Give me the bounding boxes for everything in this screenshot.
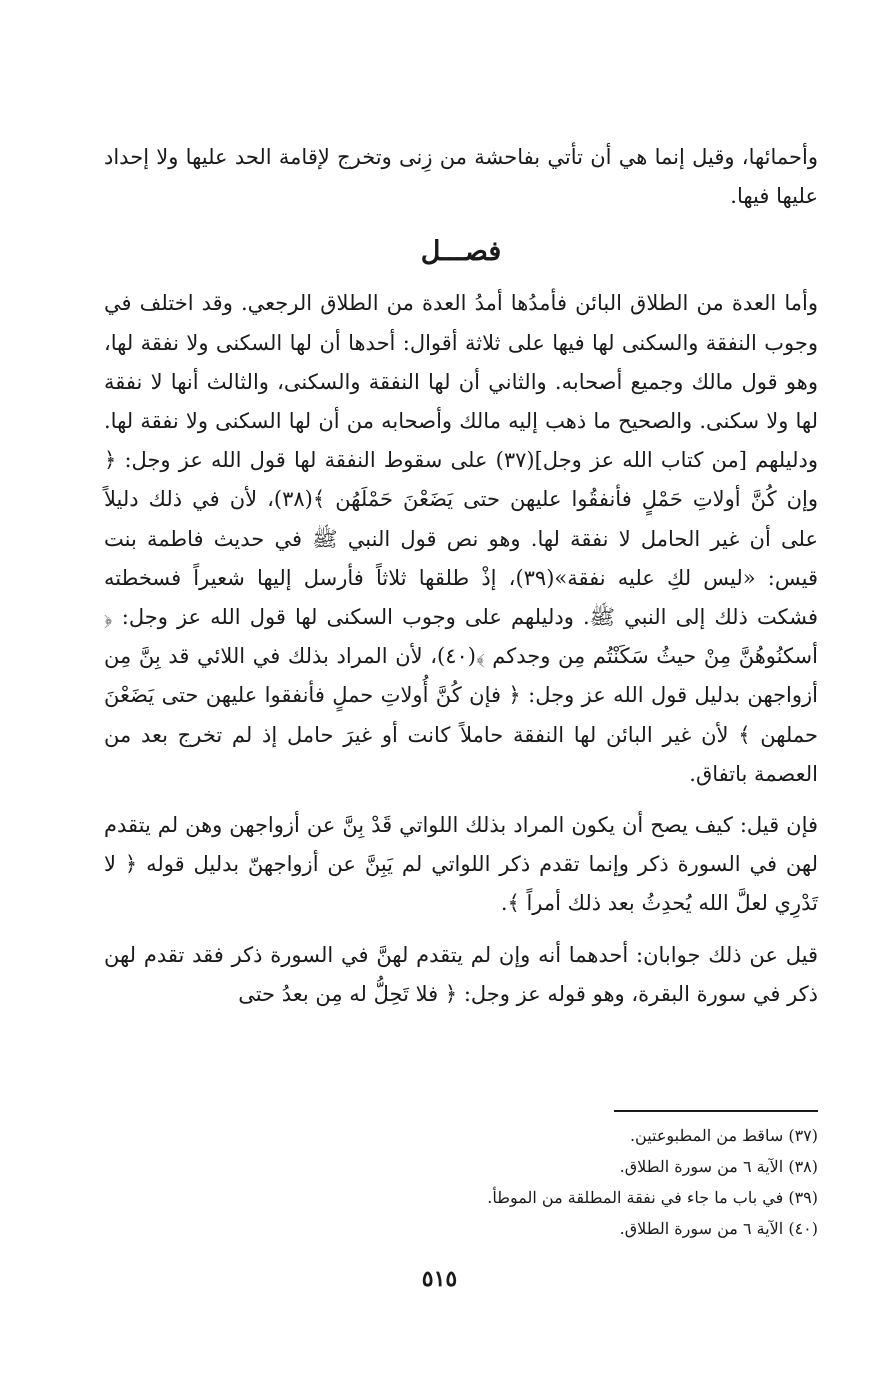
footnote-40: (٤٠) الآية ٦ من سورة الطلاق. — [619, 1219, 818, 1238]
paragraph-reply: قيل عن ذلك جوابان: أحدهما أنه وإن لم يتقدم لهنَّ في السورة ذكر فقد تقدم لهن ذكر في سورة البقرة، وهو قوله عز وجل: ﴿ فلا تَحِلُّ له مِن بعدُ حتى — [104, 942, 818, 1006]
paragraph-objection: فإن قيل: كيف يصح أن يكون المراد بذلك اللواتي قَدْ بِنَّ عن أزواجهن وهن لم يتقدم لهن في السورة ذكر وإنما تقدم ذكر اللواتي لم يَبِنَّ عن أزواجهنّ بدليل قوله ﴿ لا تَدْرِي لعلَّ الله يُحدِثُ بعد ذلك أمراً ﴾. — [104, 813, 818, 916]
paragraph-intro: وأحمائها، وقيل إنما هي أن تأتي بفاحشة من زِنى وتخرج لإقامة الحد عليها ولا إحداد عليها فيها. — [104, 145, 818, 209]
paragraph-main: وأما العدة من الطلاق البائن فأمدُها أمدُ العدة من الطلاق الرجعي. وقد اختلف في وجوب النفقة والسكنى لها فيها على ثلاثة أقوال: أحدها أن لها السكنى ولا نفقة لها، وهو قول مالك وجميع أصحابه. والثاني أن لها النفقة والسكنى، والثالث أنها لا نفقة لها ولا سكنى. والصحيح ما ذهب إليه مالك وأصحابه من أن لها السكنى ولا نفقة لها. ودليلهم [من كتاب الله عز وجل](٣٧) على سقوط النفقة لها قول الله عز وجل: ﴿ وإن كُنَّ أولاتِ حَمْلٍ فأنفقُوا عليهن حتى يَضَعْنَ حَمْلَهُن ﴾(٣٨)، لأن في ذلك دليلاً على أن غير الحامل لا نفقة لها. وهو نص قول النبي ﷺ في حديث فاطمة بنت قيس: «ليس لكِ عليه نفقة»(٣٩)، إذْ طلقها ثلاثاً فأرسل إليها شعيراً فسخطته فشكت ذلك إلى النبي ﷺ. ودليلهم على وجوب السكنى لها قول الله عز وجل: ﴿ أسكنُوهُنَّ مِنْ حيثُ سَكَنْتُم مِن وجدكم ﴾(٤٠)، لأن المراد بذلك في اللائي قد بِنَّ مِن أزواجهن بدليل قول الله عز وجل: ﴿ فإن كُنَّ أُولاتِ حملٍ فأنفقوا عليهن حتى يَضَعْنَ حملهن ﴾ لأن غير البائن لها النفقة حاملاً كانت أو غيرَ حامل إذ لم تخرج بعد من العصمة باتفاق. — [104, 291, 818, 786]
footnote-39: (٣٩) في باب ما جاء في نفقة المطلقة من الموطأ. — [487, 1188, 818, 1207]
footnote-37: (٣٧) ساقط من المطبوعتين. — [629, 1126, 818, 1145]
page-number: ٥١٥ — [421, 1266, 458, 1292]
footnote-38: (٣٨) الآية ٦ من سورة الطلاق. — [619, 1157, 818, 1176]
section-heading: فصـــل — [420, 236, 502, 268]
footnotes — [104, 1120, 818, 1244]
footnote-divider — [614, 1110, 818, 1112]
page-body — [104, 138, 818, 1014]
